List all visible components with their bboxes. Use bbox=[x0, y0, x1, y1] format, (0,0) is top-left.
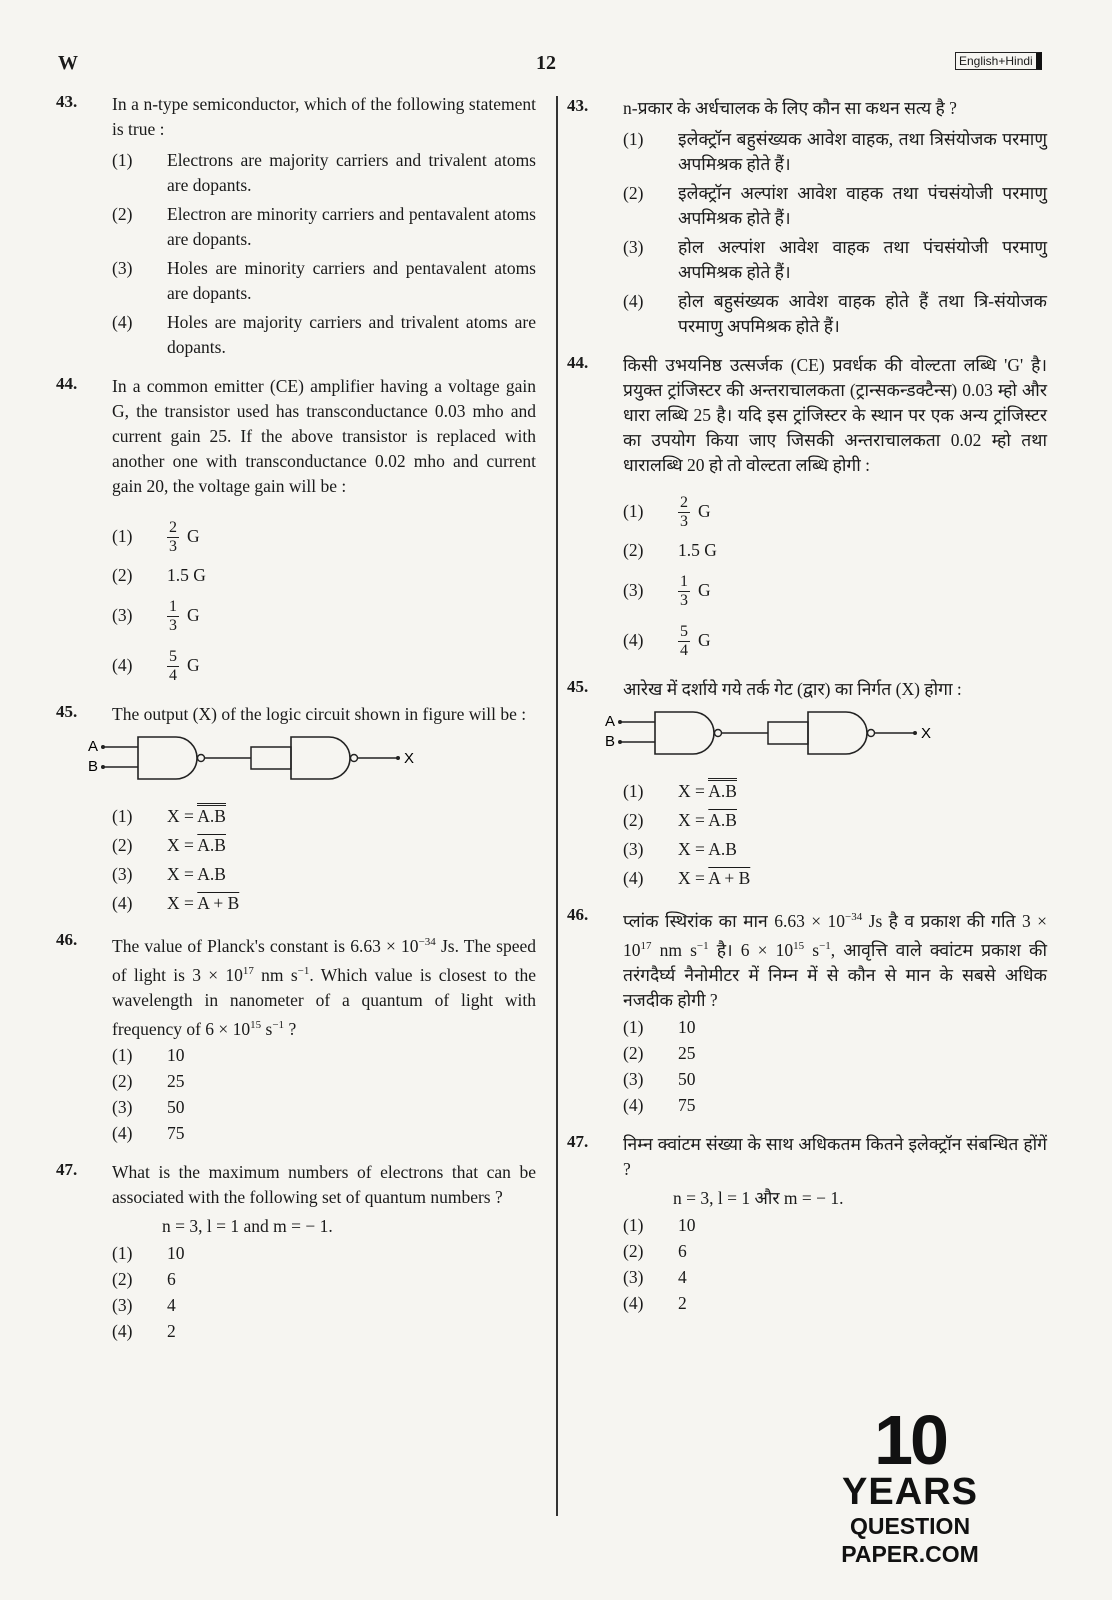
option-text: Electrons are majority carriers and trivalent atoms are dopants. bbox=[167, 150, 536, 195]
option-lhs: X = bbox=[678, 810, 709, 830]
set-code: W bbox=[58, 52, 78, 74]
option-text: X = A.B bbox=[678, 839, 737, 859]
watermark-logo bbox=[790, 1401, 1030, 1568]
option-4[interactable] bbox=[623, 866, 1047, 891]
option-label: (1) bbox=[112, 1045, 133, 1066]
option-text: होल अल्पांश आवेश वाहक तथा पंचसंयोजी परमाणु अपमिश्रक होते हैं। bbox=[678, 237, 1047, 282]
nand-gate-1 bbox=[655, 712, 714, 754]
option-3[interactable] bbox=[623, 235, 1047, 285]
option-text: 10 bbox=[678, 1016, 696, 1037]
option-label: (3) bbox=[112, 1097, 133, 1118]
option-lhs: X = bbox=[167, 835, 198, 855]
numerator: 2 bbox=[169, 519, 177, 537]
option-1[interactable] bbox=[112, 148, 536, 198]
question-47-hindi bbox=[567, 1132, 1047, 1316]
option-3[interactable] bbox=[112, 256, 536, 306]
option-label: (3) bbox=[112, 605, 133, 625]
option-2[interactable] bbox=[112, 563, 536, 588]
option-text: 25 bbox=[678, 1042, 696, 1063]
question-text: In a common emitter (CE) amplifier having a voltage gain G, the transistor used has transconductance 0.03 mho and current gain 25. If the above transistor is replaced with another one with transconductance 0.02 mho and current gain 20, the voltage gain will be : bbox=[112, 376, 536, 496]
option-2[interactable] bbox=[112, 1069, 536, 1094]
option-4[interactable] bbox=[623, 289, 1047, 339]
option-1[interactable] bbox=[623, 1015, 1047, 1040]
option-label: (3) bbox=[623, 580, 644, 600]
question-number: 43. bbox=[56, 92, 78, 111]
option-4[interactable] bbox=[112, 1319, 536, 1344]
fraction bbox=[167, 598, 179, 635]
numerator: 5 bbox=[169, 648, 177, 666]
option-text: Holes are minority carriers and pentavalent atoms are dopants. bbox=[167, 258, 536, 303]
option-label: (4) bbox=[623, 291, 644, 311]
option-label: (1) bbox=[623, 129, 644, 149]
text-part: nm s bbox=[253, 964, 298, 985]
option-4[interactable] bbox=[112, 642, 536, 688]
question-text: आरेख में दर्शाये गये तर्क गेट (द्वार) का निर्गत (X) होगा : bbox=[623, 679, 962, 699]
output-x-label: X bbox=[921, 725, 932, 742]
options bbox=[623, 1213, 1047, 1316]
option-1[interactable] bbox=[623, 488, 1047, 534]
question-45-hindi bbox=[567, 677, 1047, 891]
option-label: (1) bbox=[112, 1243, 133, 1264]
text-part: Js है व प्रकाश की गति 3 × 10 bbox=[623, 910, 1047, 960]
option-1[interactable] bbox=[112, 804, 536, 829]
text-part: . Which value is closest to the wavelength in nanometer of a quantum of light with frequency of 6 × 10 bbox=[112, 964, 536, 1039]
bar-expression: A.B bbox=[708, 810, 737, 830]
input-b-label: B bbox=[605, 733, 616, 750]
question-text bbox=[623, 905, 1047, 1013]
watermark-site: QUESTION PAPER.COM bbox=[841, 1513, 979, 1567]
text-part: s bbox=[804, 939, 820, 960]
text-part: है। 6 × 10 bbox=[708, 939, 794, 960]
option-label: (4) bbox=[112, 655, 133, 675]
option-3[interactable] bbox=[112, 862, 536, 887]
denominator: 3 bbox=[680, 592, 688, 610]
option-text: 4 bbox=[167, 1295, 176, 1316]
unit: G bbox=[187, 526, 200, 546]
exponent: −34 bbox=[418, 936, 436, 948]
option-label: (4) bbox=[623, 868, 644, 888]
option-label: (2) bbox=[112, 835, 133, 855]
option-2[interactable] bbox=[623, 181, 1047, 231]
numerator: 5 bbox=[680, 623, 688, 641]
question-number: 44. bbox=[56, 374, 78, 393]
option-1[interactable] bbox=[623, 779, 1047, 804]
option-label: (1) bbox=[623, 1016, 644, 1037]
option-2[interactable] bbox=[623, 1041, 1047, 1066]
question-46 bbox=[56, 930, 536, 1146]
option-label: (1) bbox=[112, 806, 133, 826]
fraction bbox=[678, 573, 690, 610]
option-label: (2) bbox=[112, 204, 133, 224]
option-text: 75 bbox=[678, 1094, 696, 1115]
option-text: X = A.B bbox=[167, 864, 226, 884]
option-label: (2) bbox=[623, 540, 644, 560]
nand-not-circuit bbox=[86, 733, 446, 793]
option-label: (4) bbox=[112, 312, 133, 332]
logic-circuit-diagram bbox=[603, 708, 1047, 773]
fraction bbox=[678, 494, 690, 531]
nand-bubble-1 bbox=[715, 730, 722, 737]
fraction bbox=[167, 648, 179, 685]
numerator: 2 bbox=[680, 494, 688, 512]
option-text: होल बहुसंख्यक आवेश वाहक होते हैं तथा त्रि-संयोजक परमाणु अपमिश्रक होते हैं। bbox=[678, 291, 1047, 336]
question-44 bbox=[56, 374, 536, 688]
option-3[interactable] bbox=[112, 1095, 536, 1120]
nand-gate-2 bbox=[808, 712, 867, 754]
option-label: (3) bbox=[623, 839, 644, 859]
option-3[interactable] bbox=[623, 1265, 1047, 1290]
option-label: (1) bbox=[623, 501, 644, 521]
option-label: (2) bbox=[112, 565, 133, 585]
numerator: 1 bbox=[169, 598, 177, 616]
option-label: (3) bbox=[623, 237, 644, 257]
option-label: (4) bbox=[112, 893, 133, 913]
option-text: इलेक्ट्रॉन अल्पांश आवेश वाहक तथा पंचसंयोजी परमाणु अपमिश्रक होते हैं। bbox=[678, 183, 1047, 228]
fraction bbox=[167, 519, 179, 556]
options bbox=[112, 513, 536, 688]
option-label: (1) bbox=[112, 526, 133, 546]
tied-inputs-box bbox=[251, 747, 291, 769]
option-label: (3) bbox=[112, 1295, 133, 1316]
double-bar-expression: A.B bbox=[708, 778, 737, 801]
option-label: (3) bbox=[623, 1068, 644, 1089]
option-label: (4) bbox=[623, 1094, 644, 1115]
option-label: (1) bbox=[623, 781, 644, 801]
numerator: 1 bbox=[680, 573, 688, 591]
question-43-hindi bbox=[567, 96, 1047, 339]
exponent: −1 bbox=[272, 1018, 285, 1031]
question-number: 47. bbox=[567, 1131, 589, 1151]
option-1[interactable] bbox=[623, 1213, 1047, 1238]
option-text: Electron are minority carriers and pentavalent atoms are dopants. bbox=[167, 204, 536, 249]
option-label: (4) bbox=[623, 630, 644, 650]
denominator: 3 bbox=[169, 538, 177, 556]
option-lhs: X = bbox=[678, 868, 709, 888]
input-b-label: B bbox=[88, 758, 99, 775]
text-part: nm s bbox=[651, 939, 697, 960]
option-text: Holes are majority carriers and trivalent atoms are dopants. bbox=[167, 312, 536, 357]
option-3[interactable] bbox=[623, 1067, 1047, 1092]
unit: G bbox=[698, 580, 711, 600]
nand-bubble-1 bbox=[198, 755, 205, 762]
text-part: , आवृत्ति वाले क्वांटम प्रकाश की तरंगदैर्घ्य नैनोमीटर में निम्न में से कौन से मान के सबसे अधिक नजदीक होगी ? bbox=[623, 939, 1047, 1010]
option-2[interactable] bbox=[623, 808, 1047, 833]
question-47 bbox=[56, 1160, 536, 1344]
option-lhs: X = bbox=[167, 806, 198, 826]
option-text: 75 bbox=[167, 1123, 185, 1144]
option-lhs: X = bbox=[167, 893, 198, 913]
bar-expression: A + B bbox=[708, 868, 751, 888]
options bbox=[623, 1015, 1047, 1118]
unit: G bbox=[698, 501, 711, 521]
input-a-label: A bbox=[88, 738, 99, 755]
unit: G bbox=[698, 630, 711, 650]
option-text: 50 bbox=[167, 1097, 185, 1118]
question-45 bbox=[56, 702, 536, 916]
bar-expression: A + B bbox=[197, 893, 240, 913]
option-label: (2) bbox=[623, 1240, 644, 1261]
quantum-numbers: n = 3, l = 1 and m = − 1. bbox=[162, 1216, 333, 1237]
options bbox=[623, 488, 1047, 663]
options bbox=[623, 127, 1047, 339]
option-text: इलेक्ट्रॉन बहुसंख्यक आवेश वाहक, तथा त्रिसंयोजक परमाणु अपमिश्रक होते हैं। bbox=[678, 129, 1047, 174]
text-part: प्लांक स्थिरांक का मान 6.63 × 10 bbox=[623, 910, 846, 931]
hindi-column bbox=[567, 96, 1047, 1330]
text-part: Js. The speed of light is 3 × 10 bbox=[112, 935, 536, 985]
bar-expression: A.B bbox=[197, 835, 226, 855]
unit: G bbox=[187, 605, 200, 625]
option-label: (1) bbox=[112, 150, 133, 170]
option-label: (3) bbox=[112, 864, 133, 884]
denominator: 3 bbox=[680, 513, 688, 531]
nand-bubble-2 bbox=[868, 730, 875, 737]
option-label: (4) bbox=[112, 1123, 133, 1144]
option-4[interactable] bbox=[112, 1121, 536, 1146]
option-4[interactable] bbox=[623, 617, 1047, 663]
question-number: 46. bbox=[56, 930, 78, 949]
exponent: −1 bbox=[297, 964, 310, 977]
option-label: (1) bbox=[623, 1214, 644, 1235]
option-text: 2 bbox=[167, 1321, 176, 1342]
question-number: 45. bbox=[567, 677, 589, 696]
option-2[interactable] bbox=[623, 538, 1047, 563]
question-text bbox=[112, 930, 536, 1041]
question-number: 44. bbox=[567, 353, 589, 372]
option-1[interactable] bbox=[623, 127, 1047, 177]
tied-inputs-box bbox=[768, 722, 808, 744]
option-label: (2) bbox=[112, 1269, 133, 1290]
option-label: (2) bbox=[623, 183, 644, 203]
input-a-label: A bbox=[605, 713, 616, 730]
option-1[interactable] bbox=[112, 1241, 536, 1266]
output-x-label: X bbox=[404, 750, 415, 767]
option-label: (2) bbox=[623, 810, 644, 830]
option-text: 6 bbox=[678, 1240, 687, 1261]
option-text: 50 bbox=[678, 1068, 696, 1089]
question-text: The output (X) of the logic circuit shown in figure will be : bbox=[112, 704, 527, 724]
option-3[interactable] bbox=[112, 592, 536, 638]
option-2[interactable] bbox=[112, 202, 536, 252]
option-text: 10 bbox=[167, 1045, 185, 1066]
option-text: 4 bbox=[678, 1266, 687, 1287]
option-text: 6 bbox=[167, 1269, 176, 1290]
question-text: n-प्रकार के अर्धचालक के लिए कौन सा कथन सत्य है ? bbox=[623, 98, 957, 118]
exponent: 15 bbox=[793, 939, 805, 952]
option-3[interactable] bbox=[623, 837, 1047, 862]
option-text: 25 bbox=[167, 1071, 185, 1092]
question-44-hindi bbox=[567, 353, 1047, 663]
question-number: 47. bbox=[56, 1160, 78, 1180]
question-43 bbox=[56, 92, 536, 360]
denominator: 4 bbox=[169, 667, 177, 685]
option-text: 1.5 G bbox=[678, 540, 717, 560]
option-text: 2 bbox=[678, 1292, 687, 1313]
denominator: 3 bbox=[169, 617, 177, 635]
option-lhs: X = bbox=[678, 781, 709, 801]
question-number: 45. bbox=[56, 702, 78, 721]
question-text: What is the maximum numbers of electrons that can be associated with the following set of quantum numbers ? bbox=[112, 1162, 536, 1208]
option-3[interactable] bbox=[112, 1293, 536, 1318]
question-text: निम्न क्वांटम संख्या के साथ अधिकतम कितने इलेक्ट्रॉन संबन्धित होंगें ? bbox=[623, 1133, 1047, 1179]
option-4[interactable] bbox=[112, 891, 536, 916]
option-1[interactable] bbox=[112, 513, 536, 559]
option-3[interactable] bbox=[623, 567, 1047, 613]
nand-gate-2 bbox=[291, 737, 350, 779]
logic-circuit-diagram bbox=[86, 733, 536, 798]
language-tag: English+Hindi bbox=[955, 52, 1042, 70]
option-label: (3) bbox=[112, 258, 133, 278]
watermark-number: 10 bbox=[874, 1401, 946, 1479]
exponent: 17 bbox=[640, 939, 652, 952]
options bbox=[623, 779, 1047, 891]
nand-gate-1 bbox=[138, 737, 197, 779]
option-text: 10 bbox=[678, 1214, 696, 1235]
question-text: किसी उभयनिष्ठ उत्सर्जक (CE) प्रवर्धक की वोल्टता लब्धि 'G' है। प्रयुक्त ट्रांजिस्टर की अन्तराचालकता (ट्रान्सकन्डक्टैन्स) 0.03 म्हो और धारा लब्धि 25 है। यदि इस ट्रांजिस्टर के स्थान पर एक अन्य ट्रांजिस्टर का उपयोग किया जाए जिसकी अन्तराचालकता 0.02 म्हो तथा धारालब्धि 20 हो तो वोल्टता लब्धि होगी : bbox=[623, 355, 1047, 475]
option-text: 1.5 G bbox=[167, 565, 206, 585]
option-1[interactable] bbox=[112, 1043, 536, 1068]
question-text: In a n-type semiconductor, which of the following statement is true : bbox=[112, 94, 536, 139]
nand-bubble-2 bbox=[351, 755, 358, 762]
option-2[interactable] bbox=[112, 833, 536, 858]
option-4[interactable] bbox=[623, 1291, 1047, 1316]
option-label: (2) bbox=[112, 1071, 133, 1092]
text-part: The value of Planck's constant is 6.63 × 10 bbox=[112, 935, 419, 956]
option-label: (3) bbox=[623, 1266, 644, 1287]
exponent: −34 bbox=[845, 911, 863, 923]
page-number: 12 bbox=[536, 52, 556, 74]
option-2[interactable] bbox=[623, 1239, 1047, 1264]
option-label: (2) bbox=[623, 1042, 644, 1063]
output-node bbox=[396, 756, 400, 760]
denominator: 4 bbox=[680, 642, 688, 660]
english-column bbox=[56, 92, 536, 1358]
option-label: (4) bbox=[623, 1292, 644, 1313]
double-bar-expression: A.B bbox=[197, 803, 226, 826]
options bbox=[112, 804, 536, 916]
watermark-years: YEARS bbox=[842, 1471, 978, 1513]
nand-not-circuit bbox=[603, 708, 963, 768]
exponent: 15 bbox=[250, 1018, 262, 1031]
option-text: 10 bbox=[167, 1243, 185, 1264]
option-4[interactable] bbox=[112, 310, 536, 360]
question-number: 43. bbox=[567, 96, 589, 115]
quantum-numbers: n = 3, l = 1 और m = − 1. bbox=[673, 1187, 844, 1208]
column-divider bbox=[556, 96, 558, 1516]
output-node bbox=[913, 731, 917, 735]
text-part: s bbox=[261, 1018, 273, 1039]
exponent: −1 bbox=[819, 939, 831, 952]
fraction bbox=[678, 623, 690, 660]
option-4[interactable] bbox=[623, 1093, 1047, 1118]
exponent: −1 bbox=[696, 939, 709, 952]
exponent: 17 bbox=[242, 964, 254, 977]
options bbox=[112, 148, 536, 360]
text-part: ? bbox=[284, 1018, 297, 1039]
options bbox=[112, 1043, 536, 1146]
question-number: 46. bbox=[567, 905, 589, 924]
option-2[interactable] bbox=[112, 1267, 536, 1292]
option-label: (4) bbox=[112, 1321, 133, 1342]
options bbox=[112, 1241, 536, 1344]
unit: G bbox=[187, 655, 200, 675]
question-46-hindi bbox=[567, 905, 1047, 1118]
